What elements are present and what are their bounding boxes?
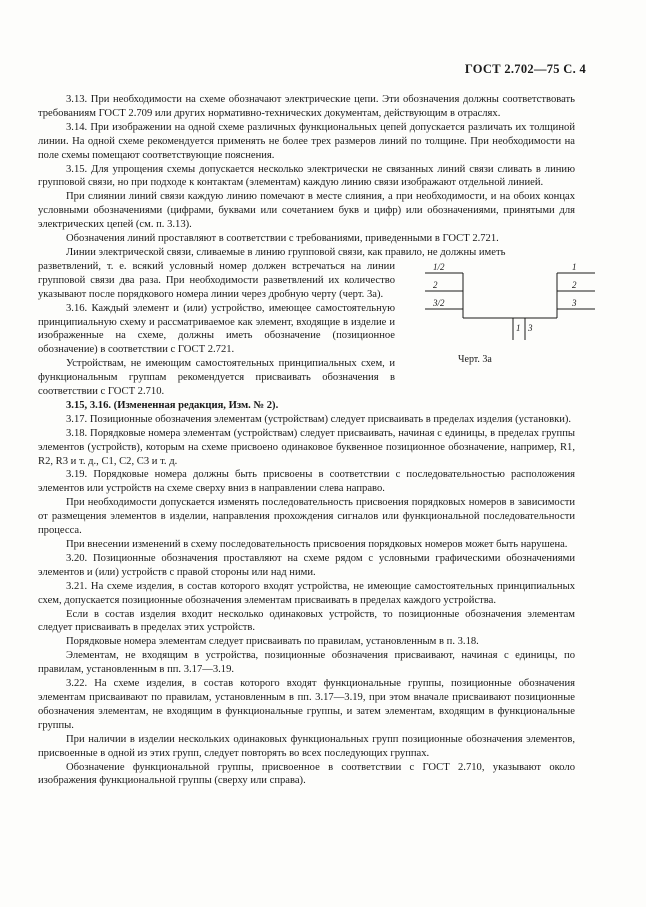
paragraph-3-17: 3.17. Позиционные обозначения элементам (устройствам) следует присваивать в пределах изделия (установки). bbox=[66, 413, 572, 425]
paragraph-3-14: 3.14. При изображении на одной схеме различных функциональных цепей допускается различать их толщиной линии. На одной схеме рекомендуется применять не более трех размеров линий по толщине. При необходимости на поле схемы помещают соответствующие пояснения. bbox=[38, 121, 575, 161]
paragraph-identical-devices: Если в состав изделия входит несколько одинаковых устройств, то позиционные обозначения элементам следует присваивать в пределах этих устройств. bbox=[38, 608, 575, 634]
figure-label-left-3: 3/2 bbox=[433, 297, 445, 308]
figure-label-right-2: 2 bbox=[572, 279, 577, 290]
figure-label-right-1: 1 bbox=[572, 261, 577, 272]
figure-3a-diagram bbox=[425, 260, 595, 378]
figure-label-left-1: 1/2 bbox=[433, 261, 445, 272]
paragraph-order-change: При необходимости допускается изменять последовательность присвоения порядковых номеров в зависимости от размещения элементов в изделии, направления прохождения сигналов или функциональной последовательности процесса. bbox=[38, 497, 575, 537]
paragraph-3-16: 3.16. Каждый элемент и (или) устройство, имеющее самостоятельную принципиальную схему и рассматриваемое как элемент, входящие в изделие и изображенные на схеме, должны иметь обозначение (позиционное обозначение) в соответствии с ГОСТ 2.721. bbox=[38, 302, 395, 356]
figure-caption: Черт. 3а bbox=[458, 353, 492, 365]
figure-wrap-zone bbox=[38, 260, 575, 399]
paragraph-group-designation: Обозначение функциональной группы, присвоенное в соответствии с ГОСТ 2.710, указывают около изображения функциональной группы (сверху или справа). bbox=[38, 761, 575, 787]
edition-note: 3.15, 3.16. (Измененная редакция, Изм. № 2). bbox=[66, 399, 279, 411]
page-header: ГОСТ 2.702—75 С. 4 bbox=[464, 62, 586, 76]
paragraph-3-19: 3.19. Порядковые номера должны быть присвоены в соответствии с последовательностью расположения элементов или устройств на схеме сверху вниз в направлении слева направо. bbox=[38, 469, 575, 495]
paragraph-3-21: 3.21. На схеме изделия, в состав которого входят устройства, не имеющие самостоятельных принципиальных схем, допускается позиционные обозначения элементам присваивать в пределах каждого устройства. bbox=[38, 580, 575, 606]
paragraph-3-20: 3.20. Позиционные обозначения проставляют на схеме рядом с условными графическими обозначениями элементов и (или) устройств с правой стороны или над ними. bbox=[38, 552, 575, 578]
paragraph-3-13: 3.13. При необходимости на схеме обозначают электрические цепи. Эти обозначения должны соответствовать требованиям ГОСТ 2.709 или других нормативно-технических документам, действующим в отраслях. bbox=[38, 94, 575, 119]
paragraph-3-15: 3.15. Для упрощения схемы допускается несколько электрически не связанных линий связи сливать в линию групповой связи, но при подходе к контактам (элементам) каждую линию связи изображают отдельной линией. bbox=[38, 163, 575, 189]
paragraph-elements-outside: Элементам, не входящим в устройства, позиционные обозначения присваивают, начиная с единицы, по правилам, установленным в пп. 3.17—3.19. bbox=[38, 650, 575, 676]
paragraph-numbering-rule: Порядковые номера элементам следует присваивать по правилам, установленным в п. 3.18. bbox=[66, 636, 479, 648]
figure-label-right-3: 3 bbox=[572, 297, 577, 308]
paragraph-devices: Устройствам, не имеющим самостоятельных принципиальных схем, и функциональным группам рекомендуется присваивать обозначения в соответствии с ГОСТ 2.710. bbox=[38, 358, 395, 398]
figure-label-left-2: 2 bbox=[433, 279, 438, 290]
paragraph-branching-start: Линии электрической связи, сливаемые в линию групповой связи, как правило, не должны иметь bbox=[66, 246, 506, 258]
paragraph-3-22: 3.22. На схеме изделия, в состав которого входят функциональные группы, позиционные обозначения элементам присваивают по правилам, установленным в пп. 3.17—3.19, при этом вначале присваивают позиционные обозначения элементам, не входящим в функциональные группы, и затем элементам, входящим в функциональные группы. bbox=[38, 678, 575, 731]
paragraph-branching: разветвлений, т. е. всякий условный номер должен встречаться на линии групповой связи два раза. При необходимости разветвлений их количество указывают после порядкового номера линии через дробную черту (черт. 3а). bbox=[38, 260, 395, 300]
figure-label-bottom-3: 3 bbox=[528, 322, 533, 333]
paragraph-merge-lines: При слиянии линий связи каждую линию помечают в месте слияния, а при необходимости, и на обоих концах условными обозначениями (цифрами, буквами или сочетанием букв и цифр) или обозначениями, принятыми для электрических цепей (см. п. 3.13). bbox=[38, 191, 575, 231]
paragraph-3-18: 3.18. Порядковые номера элементам (устройствам) следует присваивать, начиная с единицы, в пределах группы элементов (устройств), которым на схеме присвоено одинаковое буквенное позиционное обозначение, например, R1, R2, R3 и т. д., C1, C2, C3 и т. д. bbox=[38, 427, 575, 467]
figure-label-bottom-1: 1 bbox=[516, 322, 521, 333]
paragraph-order-broken: При внесении изменений в схему последовательность присвоения порядковых номеров может быть нарушена. bbox=[66, 539, 568, 550]
paragraph-line-designations: Обозначения линий проставляют в соответствии с требованиями, приведенными в ГОСТ 2.721. bbox=[66, 233, 499, 245]
paragraph-identical-groups: При наличии в изделии нескольких одинаковых функциональных групп позиционные обозначения элементов, присвоенные в одной из этих групп, следует повторять во всех последующих группах. bbox=[38, 733, 575, 759]
document-body bbox=[38, 93, 575, 788]
